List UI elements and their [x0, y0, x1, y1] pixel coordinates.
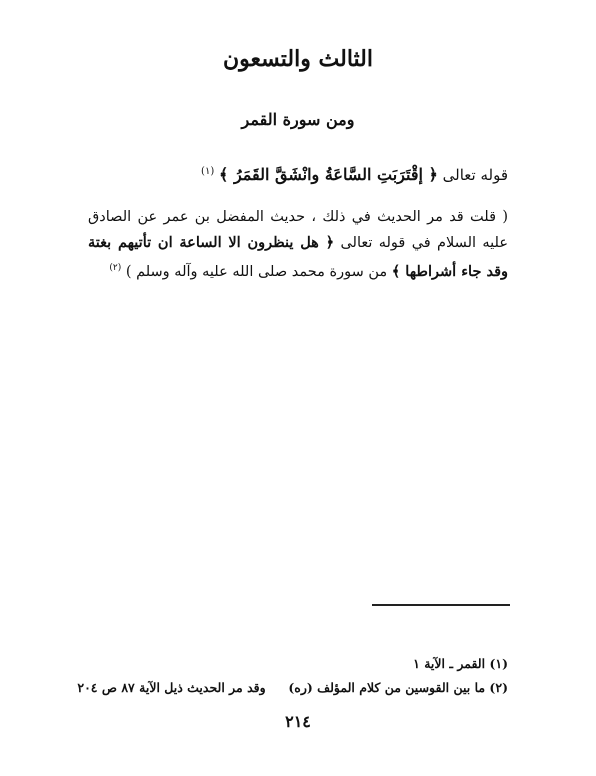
- footnote-2-part-a: (٢) ما بين القوسين من كلام المؤلف (ره): [288, 680, 508, 695]
- footnote-ref-2: (٢): [109, 263, 122, 273]
- commentary-paragraph: [88, 205, 508, 285]
- chapter-subtitle: ومن سورة القمر: [241, 110, 355, 129]
- footnote-2: [77, 680, 508, 695]
- verse-prefix: قوله تعالى: [442, 166, 508, 184]
- paragraph-text-1: ( قلت قد مر الحديث في ذلك ، حديث المفضل بن عمر عن الصادق عليه السلام في قوله تعالى: [88, 209, 509, 251]
- footnote-1: (١) القمر ـ الآية ١: [413, 656, 508, 671]
- footnote-ref-1: (١): [201, 166, 215, 177]
- verse-intro: [78, 165, 508, 184]
- footnote-2-part-b: وقد مر الحديث ذيل الآية ٨٧ ص ٢٠٤: [77, 680, 266, 695]
- page-number: ٢١٤: [285, 712, 311, 731]
- footnote-divider: [372, 604, 510, 606]
- paragraph-text-2: من سورة محمد صلى الله عليه وآله وسلم ): [125, 263, 388, 280]
- verse-quote: ﴿ إقْتَرَبَتِ السَّاعَةُ وانْشَقَّ القَمَرُ ﴾: [219, 165, 438, 184]
- chapter-title: الثالث والتسعون: [223, 46, 373, 72]
- paragraph-quote: ﴿ هل ينظرون الا الساعة ان تأتيهم بغتة وقد جاء أشراطها ﴾: [88, 234, 508, 280]
